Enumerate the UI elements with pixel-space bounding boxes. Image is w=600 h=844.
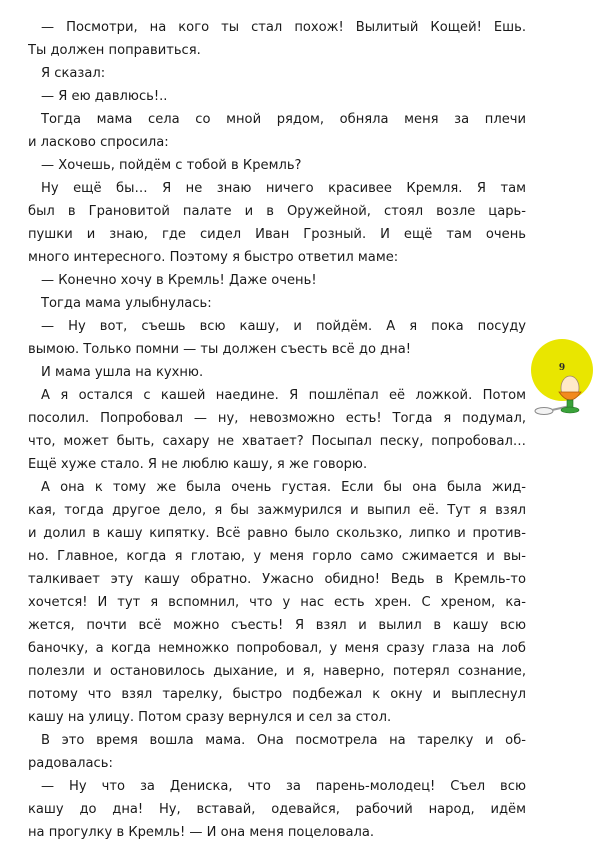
text-line: полезли и остановилось дыхание, и я, наверно, потерял сознание, (28, 664, 526, 679)
text-line: — Ну вот, съешь всю кашу, и пойдём. А я пока посуду (41, 319, 526, 334)
page-number-badge (530, 338, 594, 424)
text-line: Ещё хуже стало. Я не люблю кашу, я же говорю. (28, 457, 368, 472)
text-line: кашу до дна! Ну, вставай, одевайся, рабочий народ, идём (28, 802, 526, 817)
text-line: В это время вошла мама. Она посмотрела на тарелку и об- (41, 733, 526, 748)
text-line: А она к тому же была очень густая. Если бы она была жид- (41, 480, 526, 495)
text-line: Ты должен поправиться. (28, 43, 201, 58)
text-line: радовалась: (28, 756, 113, 771)
text-line: — Посмотри, на кого ты стал похож! Вылитый Кощей! Ешь. (41, 20, 526, 35)
text-line: талкивает эту кашу обратно. Ужасно обидно! Ведь в Кремль-то (28, 572, 526, 587)
text-line: — Ну что за Дениска, что за парень-молодец! Съел всю (41, 779, 526, 794)
text-line: А я остался с кашей наедине. Я пошлёпал её ложкой. Потом (41, 388, 526, 403)
text-line: И мама ушла на кухню. (41, 365, 204, 380)
text-line: жется, почти всё можно съесть! Я взял и вылил в кашу всю (28, 618, 526, 633)
text-line: Я сказал: (41, 66, 106, 81)
text-line: и ласково спросила: (28, 135, 169, 150)
page-number: 9 (558, 363, 566, 373)
text-line: много интересного. Поэтому я быстро ответил маме: (28, 250, 399, 265)
text-line: вымою. Только помни — ты должен съесть всё до дна! (28, 342, 411, 357)
text-line: кашу на улицу. Потом сразу вернулся и сел за стол. (28, 710, 392, 725)
text-line: Ну ещё бы… Я не знаю ничего красивее Кремля. Я там (41, 181, 526, 196)
text-line: и долил в кашу кипятку. Всё равно было скользко, липко и против- (28, 526, 526, 541)
text-line: — Конечно хочу в Кремль! Даже очень! (41, 273, 317, 288)
text-line: Тогда мама улыбнулась: (41, 296, 212, 311)
text-line: но. Главное, когда я глотаю, у меня горло само сжимается и вы- (28, 549, 526, 564)
text-line: — Я ею давлюсь!.. (41, 89, 168, 104)
text-line: потому что взял тарелку, быстро подбежал к окну и выплеснул (28, 687, 526, 702)
text-line: посолил. Попробовал — ну, невозможно есть! Тогда я подумал, (28, 411, 526, 426)
spoon-icon (535, 408, 553, 415)
text-line: кая, тогда другое дело, я бы зажмурился и выпил её. Тут я взял (28, 503, 526, 518)
text-line: хочется! И тут я вспомнил, что у нас есть хрен. С хреном, ка- (28, 595, 526, 610)
text-line: баночку, а когда немножко попробовал, у меня сразу глаза на лоб (28, 641, 526, 656)
egg-cup-spoon-icon (530, 338, 594, 424)
text-line: — Хочешь, пойдём с тобой в Кремль? (41, 158, 302, 173)
text-line: пушки и знаю, где сидел Иван Грозный. И ещё там очень (28, 227, 526, 242)
text-line: Тогда мама села со мной рядом, обняла меня за плечи (41, 112, 526, 127)
text-line: на прогулку в Кремль! — И она меня поцеловала. (28, 825, 375, 840)
story-text (28, 16, 526, 844)
text-line: был в Грановитой палате и в Оружейной, стоял возле царь- (28, 204, 526, 219)
text-line: что, может быть, сахару не хватает? Посыпал песку, попробовал… (28, 434, 526, 449)
